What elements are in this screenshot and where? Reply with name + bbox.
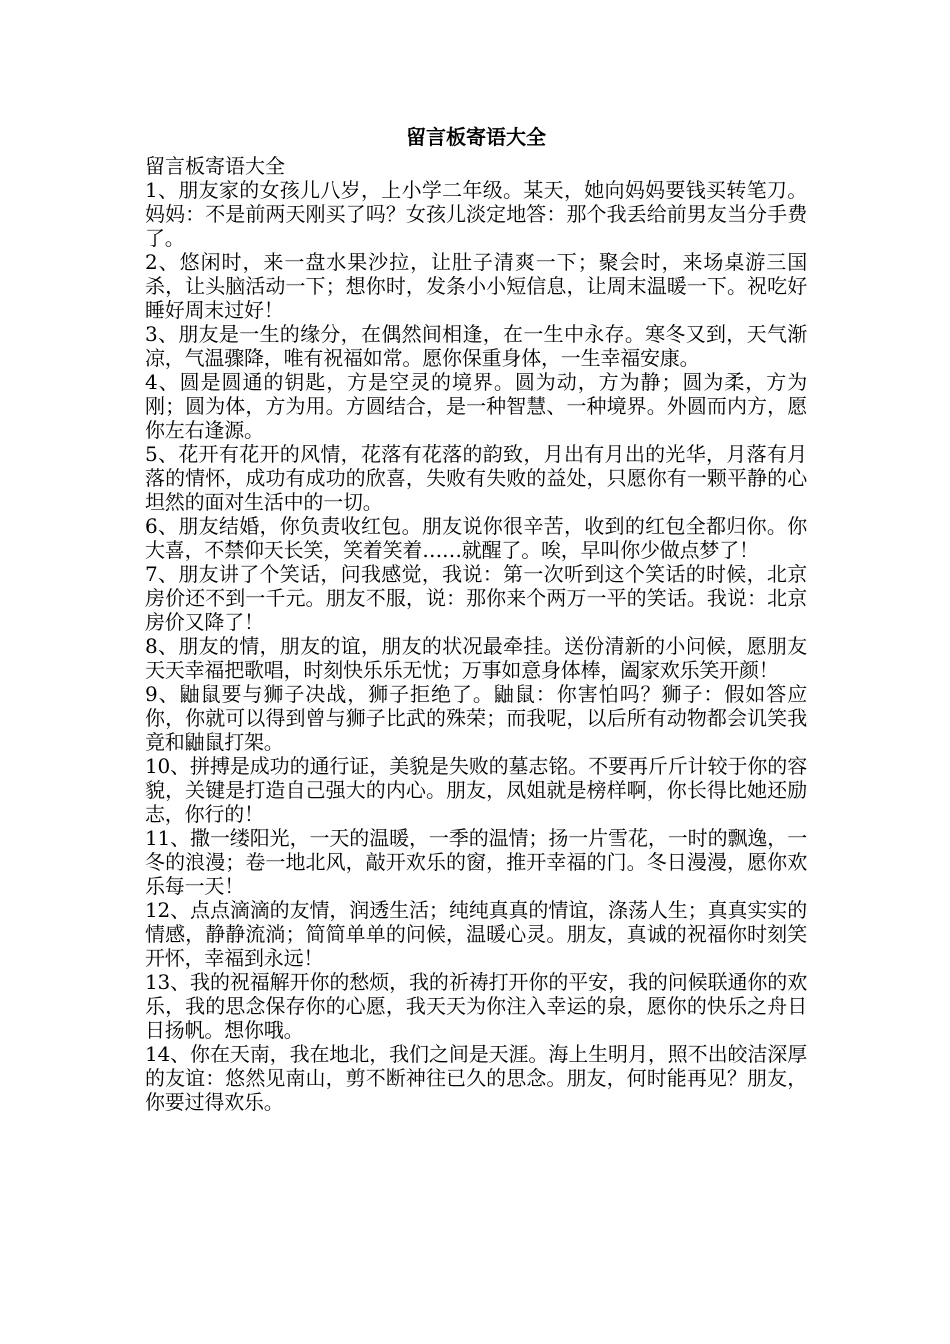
paragraph-10: 10、拼搏是成功的通行证，美貌是失败的墓志铭。不要再斤斤计较于你的容貌，关键是打造自己强大的内心。朋友，凤姐就是榜样啊，你长得比她还励志，你行的！ [145, 754, 807, 826]
paragraph-7: 7、朋友讲了个笑话，问我感觉，我说：第一次听到这个笑话的时候，北京房价还不到一千元。朋友不服，说：那你来个两万一平的笑话。我说：北京房价又降了！ [145, 562, 807, 634]
paragraph-6: 6、朋友结婚，你负责收红包。朋友说你很辛苦，收到的红包全都归你。你大喜，不禁仰天长笑，笑着笑着……就醒了。唉，早叫你少做点梦了！ [145, 514, 807, 562]
paragraph-14: 14、你在天南，我在地北，我们之间是天涯。海上生明月，照不出皎洁深厚的友谊：悠然见南山，剪不断神往已久的思念。朋友，何时能再见？朋友，你要过得欢乐。 [145, 1042, 807, 1114]
paragraph-2: 2、悠闲时，来一盘水果沙拉，让肚子清爽一下；聚会时，来场桌游三国杀，让头脑活动一下；想你时，发条小小短信息，让周末温暖一下。祝吃好睡好周末过好！ [145, 250, 807, 322]
paragraph-13: 13、我的祝福解开你的愁烦，我的祈祷打开你的平安，我的问候联通你的欢乐，我的思念保存你的心愿，我天天为你注入幸运的泉，愿你的快乐之舟日日扬帆。想你哦。 [145, 970, 807, 1042]
document-title: 留言板寄语大全 [406, 125, 546, 149]
document-subtitle: 留言板寄语大全 [145, 154, 285, 178]
paragraph-4: 4、圆是圆通的钥匙，方是空灵的境界。圆为动，方为静；圆为柔，方为刚；圆为体，方为用。方圆结合，是一种智慧、一种境界。外圆而内方，愿你左右逢源。 [145, 370, 807, 442]
paragraph-12: 12、点点滴滴的友情，润透生活；纯纯真真的情谊，涤荡人生；真真实实的情感，静静流淌；简简单单的问候，温暖心灵。朋友，真诚的祝福你时刻笑开怀，幸福到永远！ [145, 898, 807, 970]
paragraph-11: 11、撒一缕阳光，一天的温暖，一季的温情；扬一片雪花，一时的飘逸，一冬的浪漫；卷一地北风，敲开欢乐的窗，推开幸福的门。冬日漫漫，愿你欢乐每一天！ [145, 826, 807, 898]
paragraph-8: 8、朋友的情，朋友的谊，朋友的状况最牵挂。送份清新的小问候，愿朋友天天幸福把歌唱，时刻快乐乐无忧；万事如意身体棒，阖家欢乐笑开颜！ [145, 634, 807, 682]
paragraph-5: 5、花开有花开的风情，花落有花落的韵致，月出有月出的光华，月落有月落的情怀，成功有成功的欣喜，失败有失败的益处，只愿你有一颗平静的心坦然的面对生活中的一切。 [145, 442, 807, 514]
paragraph-3: 3、朋友是一生的缘分，在偶然间相逢，在一生中永存。寒冬又到，天气渐凉，气温骤降，唯有祝福如常。愿你保重身体，一生幸福安康。 [145, 322, 807, 370]
document-body [145, 122, 807, 1114]
paragraph-9: 9、鼬鼠要与狮子决战，狮子拒绝了。鼬鼠：你害怕吗？狮子：假如答应你，你就可以得到曾与狮子比武的殊荣；而我呢，以后所有动物都会讥笑我竟和鼬鼠打架。 [145, 682, 807, 754]
paragraph-1: 1、朋友家的女孩儿八岁，上小学二年级。某天，她向妈妈要钱买转笔刀。妈妈：不是前两天刚买了吗？女孩儿淡定地答：那个我丢给前男友当分手费了。 [145, 178, 807, 250]
